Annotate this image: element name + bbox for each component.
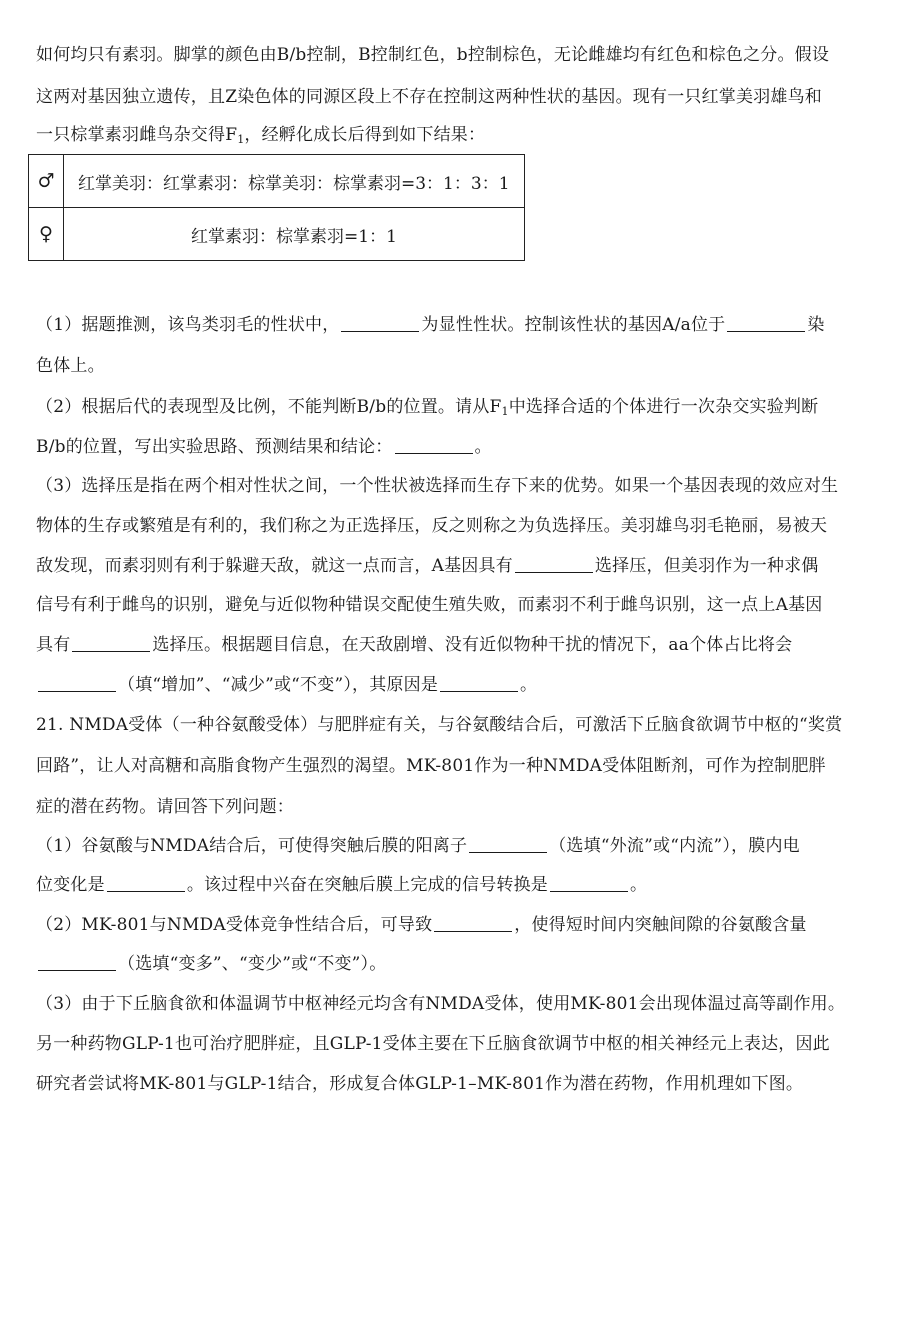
question-text: 敌发现，而素羽则有利于躲避天敌，就这一点而言，A基因具有 (36, 556, 513, 576)
question-text: 位变化是 (36, 875, 105, 895)
intro-text: ，经孵化成长后得到如下结果： (244, 125, 486, 145)
table-row-female (29, 208, 525, 261)
question-text: （填“增加”、“减少”或“不变”），其原因是 (118, 675, 439, 695)
answer-blank[interactable] (440, 675, 518, 692)
intro-line-3 (36, 124, 866, 146)
intro-line-1 (36, 44, 866, 66)
subscript: 1 (501, 405, 509, 418)
q20-3-line-4 (36, 594, 866, 616)
answer-blank[interactable] (38, 954, 116, 971)
q21-1-line-1 (36, 835, 866, 857)
q21-1-line-2 (36, 874, 866, 896)
question-text: 选择压。根据题目信息，在天敌剧增、没有近似物种干扰的情况下，aa个体占比将会 (152, 635, 793, 655)
q20-3-line-2 (36, 515, 866, 537)
q21-2-line-1 (36, 914, 866, 936)
question-text: 为显性性状。控制该性状的基因A/a位于 (421, 315, 726, 335)
question-text: 。 (630, 875, 648, 895)
question-text: 21. NMDA受体（一种谷氨酸受体）与肥胖症有关，与谷氨酸结合后，可激活下丘脑食欲调节中枢的“奖赏 (36, 715, 843, 735)
question-text: （3）选择压是指在两个相对性状之间，一个性状被选择而生存下来的优势。如果一个基因表现的效应对生 (36, 476, 839, 496)
q20-3-line-5 (36, 634, 866, 656)
intro-text: 一只棕掌素羽雌鸟杂交得F (36, 125, 238, 145)
result-table (28, 154, 525, 261)
q21-line-1 (36, 714, 866, 736)
answer-blank[interactable] (550, 875, 628, 892)
q21-line-3 (36, 796, 866, 818)
question-text: （选填“外流”或“内流”），膜内电 (549, 836, 800, 856)
question-text: 研究者尝试将MK-801与GLP-1结合，形成复合体GLP-1–MK-801作为潜在药物，作用机理如下图。 (36, 1074, 804, 1094)
question-text: 另一种药物GLP-1也可治疗肥胖症，且GLP-1受体主要在下丘脑食欲调节中枢的相关神经元上表达，因此 (36, 1034, 830, 1054)
question-text: 具有 (36, 635, 71, 655)
female-ratio: 红掌素羽：棕掌素羽=1：1 (64, 208, 525, 261)
question-text: 症的潜在药物。请回答下列问题： (36, 797, 294, 817)
question-text: 染 (807, 315, 825, 335)
question-text: 。 (474, 437, 492, 457)
q21-3-line-2 (36, 1033, 866, 1055)
question-text: （2）根据后代的表现型及比例，不能判断B/b的位置。请从F (36, 397, 502, 417)
answer-blank[interactable] (72, 635, 150, 652)
intro-text: 这两对基因独立遗传，且Z染色体的同源区段上不存在控制这两种性状的基因。现有一只红掌美羽雄鸟和 (36, 87, 823, 107)
question-text: ，使得短时间内突触间隙的谷氨酸含量 (514, 915, 807, 935)
question-text: （2）MK-801与NMDA受体竞争性结合后，可导致 (36, 915, 433, 935)
answer-blank[interactable] (107, 875, 185, 892)
q20-1-line-1 (36, 314, 866, 336)
answer-blank[interactable] (38, 675, 116, 692)
subscript: 1 (237, 133, 245, 146)
q20-2-line-2 (36, 436, 866, 458)
question-text: 物体的生存或繁殖是有利的，我们称之为正选择压，反之则称之为负选择压。美羽雄鸟羽毛艳丽，易被天 (36, 516, 828, 536)
answer-blank[interactable] (395, 437, 473, 454)
question-text: （选填“变多”、“变少”或“不变”）。 (118, 954, 387, 974)
question-text: 。 (520, 675, 538, 695)
table-row-male (29, 155, 525, 208)
intro-line-2 (36, 86, 866, 108)
q20-3-line-1 (36, 475, 866, 497)
question-text: 信号有利于雌鸟的识别，避免与近似物种错误交配使生殖失败，而素羽不利于雌鸟识别，这一点上A基因 (36, 595, 823, 615)
question-text: 。该过程中兴奋在突触后膜上完成的信号转换是 (186, 875, 549, 895)
answer-blank[interactable] (341, 315, 419, 332)
question-text: 中选择合适的个体进行一次杂交实验判断 (508, 397, 819, 417)
q20-2-line-1 (36, 396, 866, 418)
answer-blank[interactable] (515, 556, 593, 573)
question-text: （1）据题推测，该鸟类羽毛的性状中， (36, 315, 340, 335)
question-text: 色体上。 (36, 356, 105, 376)
question-text: （3）由于下丘脑食欲和体温调节中枢神经元均含有NMDA受体，使用MK-801会出现体温过高等副作用。 (36, 994, 846, 1014)
answer-blank[interactable] (434, 915, 512, 932)
question-text: B/b的位置，写出实验思路、预测结果和结论： (36, 437, 393, 457)
q20-1-line-2 (36, 355, 866, 377)
q21-2-line-2 (36, 953, 866, 975)
question-text: 回路”，让人对高糖和高脂食物产生强烈的渴望。MK-801作为一种NMDA受体阻断剂，可作为控制肥胖 (36, 756, 826, 776)
question-text: 选择压，但美羽作为一种求偶 (594, 556, 819, 576)
answer-blank[interactable] (727, 315, 805, 332)
answer-blank[interactable] (469, 836, 547, 853)
intro-text: 如何均只有素羽。脚掌的颜色由B/b控制，B控制红色，b控制棕色，无论雌雄均有红色和棕色之分。假设 (36, 45, 830, 65)
male-ratio: 红掌美羽：红掌素羽：棕掌美羽：棕掌素羽=3：1：3：1 (64, 155, 525, 208)
question-text: （1）谷氨酸与NMDA结合后，可使得突触后膜的阳离子 (36, 836, 468, 856)
q21-3-line-3 (36, 1073, 866, 1095)
q21-line-2 (36, 755, 866, 777)
q20-3-line-3 (36, 555, 866, 577)
male-symbol: ♂ (29, 155, 64, 208)
female-symbol: ♀ (29, 208, 64, 261)
q21-3-line-1 (36, 993, 866, 1015)
q20-3-line-6 (36, 674, 866, 696)
